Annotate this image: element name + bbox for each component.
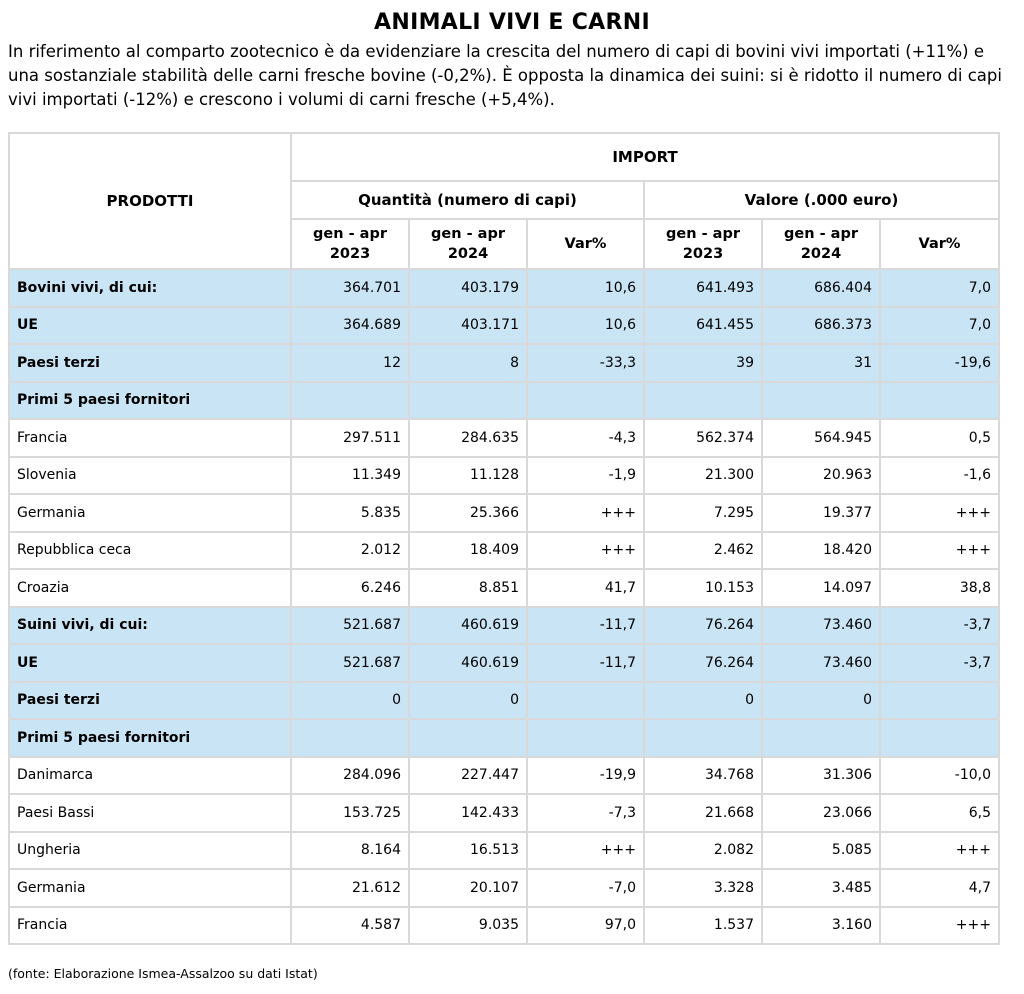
cell-qty-2024: 9.035 [409,907,527,945]
cell-qty-var: 10,6 [527,269,644,307]
cell-qty-var: -19,9 [527,757,644,795]
cell-val-2023: 76.264 [644,607,762,645]
row-label: Primi 5 paesi fornitori [9,382,291,420]
intro-text: In riferimento al comparto zootecnico è da evidenziare la crescita del numero di capi di bovini vivi importati (+11%) e una sostanziale stabilità delle carni fresche bovine (-0,2%). È opposta la dinamica dei suini: si è ridotto il numero di capi vivi importati (-12%) e crescono i volumi di carni fresche (+5,4%). [8,42,1002,109]
import-table [8,132,1000,945]
cell-qty-2024 [409,382,527,420]
row-label: Bovini vivi, di cui: [9,269,291,307]
intro-paragraph [8,40,1013,112]
cell-qty-2024: 20.107 [409,869,527,907]
cell-qty-2023: 8.164 [291,832,409,870]
cell-qty-var [527,719,644,757]
header-qty-2023: gen - apr 2023 [291,219,409,269]
row-label: UE [9,644,291,682]
cell-val-var: +++ [880,494,999,532]
row-label: Repubblica ceca [9,532,291,570]
cell-qty-2023: 153.725 [291,794,409,832]
cell-val-2023: 21.300 [644,457,762,495]
cell-val-2024: 14.097 [762,569,880,607]
cell-qty-var [527,382,644,420]
cell-val-2024: 3.485 [762,869,880,907]
table-row [9,757,999,795]
cell-val-2023: 34.768 [644,757,762,795]
cell-qty-var: +++ [527,532,644,570]
row-label: Francia [9,907,291,945]
cell-val-2024 [762,719,880,757]
cell-val-2023: 3.328 [644,869,762,907]
cell-qty-2024: 403.179 [409,269,527,307]
cell-qty-2023: 4.587 [291,907,409,945]
cell-qty-var: -11,7 [527,644,644,682]
cell-qty-2024: 460.619 [409,644,527,682]
row-label: Danimarca [9,757,291,795]
cell-qty-2023: 12 [291,344,409,382]
cell-qty-var [527,682,644,720]
cell-qty-2023: 5.835 [291,494,409,532]
cell-val-2024: 31 [762,344,880,382]
cell-val-2024: 73.460 [762,607,880,645]
cell-val-2024: 20.963 [762,457,880,495]
cell-val-2023: 2.462 [644,532,762,570]
cell-qty-2023 [291,382,409,420]
table-row [9,457,999,495]
cell-qty-var: +++ [527,494,644,532]
cell-val-var: 0,5 [880,419,999,457]
cell-qty-2023: 364.701 [291,269,409,307]
cell-qty-var: -7,0 [527,869,644,907]
cell-qty-var: -1,9 [527,457,644,495]
table-row [9,832,999,870]
table-row [9,569,999,607]
cell-val-var: 7,0 [880,307,999,345]
cell-val-2023 [644,382,762,420]
cell-val-var: -3,7 [880,644,999,682]
cell-qty-var: -4,3 [527,419,644,457]
row-label: Primi 5 paesi fornitori [9,719,291,757]
row-label: Germania [9,494,291,532]
cell-val-var: 38,8 [880,569,999,607]
cell-qty-2024: 18.409 [409,532,527,570]
cell-qty-2024: 0 [409,682,527,720]
cell-val-var [880,719,999,757]
row-label: UE [9,307,291,345]
cell-val-2023: 21.668 [644,794,762,832]
header-qty-var: Var% [527,219,644,269]
cell-qty-var: 41,7 [527,569,644,607]
table-body [9,269,999,944]
cell-qty-2023: 6.246 [291,569,409,607]
cell-qty-var: +++ [527,832,644,870]
table-row [9,794,999,832]
header-qty-2024: gen - apr 2024 [409,219,527,269]
cell-val-var: 4,7 [880,869,999,907]
table-row [9,532,999,570]
source-note: (fonte: Elaborazione Ismea-Assalzoo su dati Istat) [8,966,318,981]
row-label: Germania [9,869,291,907]
cell-qty-2024: 25.366 [409,494,527,532]
cell-qty-2023: 297.511 [291,419,409,457]
row-label: Paesi terzi [9,344,291,382]
cell-val-2024: 18.420 [762,532,880,570]
cell-val-var: +++ [880,832,999,870]
cell-qty-2023: 2.012 [291,532,409,570]
row-label: Ungheria [9,832,291,870]
table-row [9,419,999,457]
cell-val-var: +++ [880,907,999,945]
cell-qty-2024: 142.433 [409,794,527,832]
cell-val-2023: 562.374 [644,419,762,457]
row-label: Slovenia [9,457,291,495]
cell-val-2024: 23.066 [762,794,880,832]
table-row [9,607,999,645]
cell-val-2024: 73.460 [762,644,880,682]
cell-qty-var: -11,7 [527,607,644,645]
cell-val-2024: 31.306 [762,757,880,795]
cell-val-2023 [644,719,762,757]
cell-qty-2024: 16.513 [409,832,527,870]
cell-val-2023: 39 [644,344,762,382]
cell-qty-2024: 11.128 [409,457,527,495]
row-label: Paesi Bassi [9,794,291,832]
table-row [9,269,999,307]
cell-val-2024: 686.373 [762,307,880,345]
row-label: Suini vivi, di cui: [9,607,291,645]
cell-qty-2023 [291,719,409,757]
cell-val-2024: 0 [762,682,880,720]
cell-val-var: -1,6 [880,457,999,495]
cell-qty-2024: 8 [409,344,527,382]
header-val-2024: gen - apr 2024 [762,219,880,269]
cell-val-var [880,382,999,420]
cell-val-2023: 641.493 [644,269,762,307]
header-products: PRODOTTI [9,133,291,269]
header-import: IMPORT [291,133,999,181]
cell-qty-2023: 0 [291,682,409,720]
row-label: Francia [9,419,291,457]
cell-val-2023: 7.295 [644,494,762,532]
cell-qty-2023: 521.687 [291,644,409,682]
cell-val-2023: 76.264 [644,644,762,682]
table-row [9,869,999,907]
cell-val-var: 6,5 [880,794,999,832]
cell-val-2024: 19.377 [762,494,880,532]
cell-val-2023: 1.537 [644,907,762,945]
table-row [9,382,999,420]
page-title: ANIMALI VIVI E CARNI [374,10,650,35]
row-label: Croazia [9,569,291,607]
cell-val-2024: 3.160 [762,907,880,945]
cell-qty-var: 10,6 [527,307,644,345]
cell-val-2024 [762,382,880,420]
cell-qty-var: -33,3 [527,344,644,382]
cell-qty-2024: 460.619 [409,607,527,645]
cell-val-2024: 5.085 [762,832,880,870]
cell-qty-2024 [409,719,527,757]
cell-qty-2024: 403.171 [409,307,527,345]
table-row [9,344,999,382]
cell-qty-2024: 227.447 [409,757,527,795]
cell-qty-2023: 364.689 [291,307,409,345]
cell-val-2023: 10.153 [644,569,762,607]
table-row [9,719,999,757]
cell-val-2023: 641.455 [644,307,762,345]
cell-qty-2023: 11.349 [291,457,409,495]
cell-val-var: 7,0 [880,269,999,307]
cell-val-2023: 2.082 [644,832,762,870]
cell-qty-var: 97,0 [527,907,644,945]
cell-qty-var: -7,3 [527,794,644,832]
cell-val-2023: 0 [644,682,762,720]
cell-val-var: -3,7 [880,607,999,645]
cell-val-2024: 686.404 [762,269,880,307]
header-quantity: Quantità (numero di capi) [291,181,644,219]
table-row [9,644,999,682]
cell-val-var: +++ [880,532,999,570]
header-val-2023: gen - apr 2023 [644,219,762,269]
cell-qty-2024: 284.635 [409,419,527,457]
header-value: Valore (.000 euro) [644,181,999,219]
row-label: Paesi terzi [9,682,291,720]
cell-val-var: -19,6 [880,344,999,382]
table-row [9,682,999,720]
table-row [9,494,999,532]
cell-val-2024: 564.945 [762,419,880,457]
cell-qty-2023: 21.612 [291,869,409,907]
header-val-var: Var% [880,219,999,269]
cell-qty-2023: 521.687 [291,607,409,645]
cell-val-var [880,682,999,720]
table-row [9,907,999,945]
cell-qty-2023: 284.096 [291,757,409,795]
cell-qty-2024: 8.851 [409,569,527,607]
table-row [9,307,999,345]
cell-val-var: -10,0 [880,757,999,795]
